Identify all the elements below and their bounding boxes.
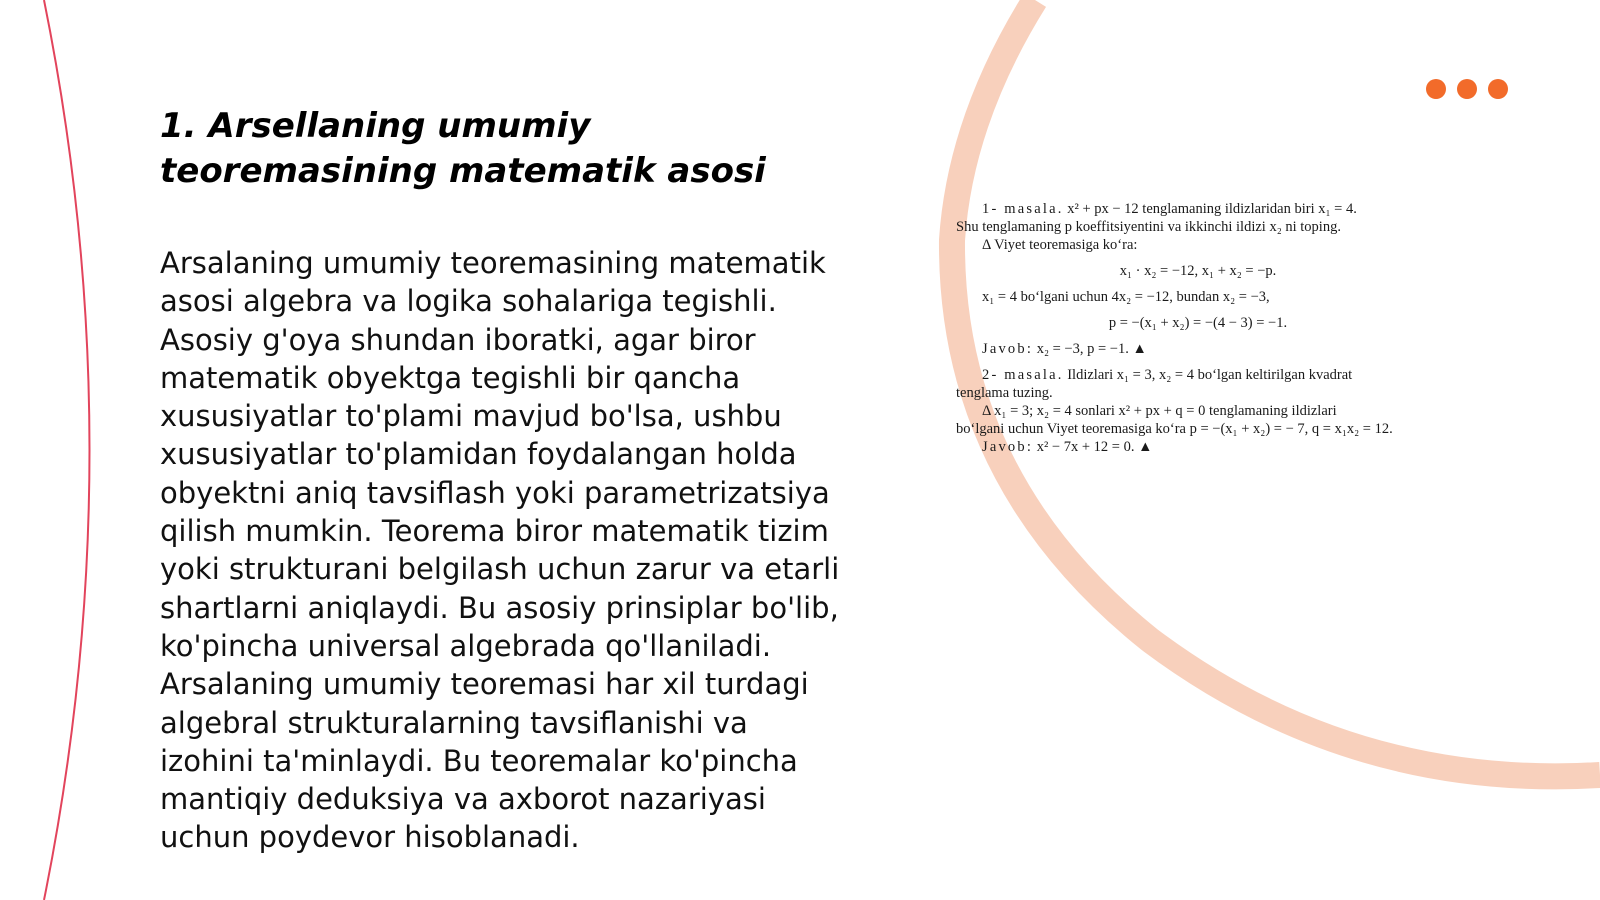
problem-1-equation-1: x₁ · x₂ = −12, x₁ + x₂ = −p. <box>1119 263 1277 279</box>
problem-1-line-1 <box>956 200 1440 218</box>
dot-icon <box>1488 79 1508 99</box>
problem-2-line-3: Δ x₁ = 3; x₂ = 4 sonlari x² + px + q = 0 tenglamaning ildizlari <box>982 403 1337 419</box>
scanned-math-excerpt <box>956 200 1440 456</box>
slide-title: 1. Arsellaning umumiy teoremasining matematik asosi <box>160 106 766 191</box>
dot-icon <box>1426 79 1446 99</box>
problem-2-line-4: bo‘lgani uchun Viyet teoremasiga ko‘ra p = −(x₁ + x₂) = − 7, q = x₁x₂ = 12. <box>956 421 1393 437</box>
problem-1-statement: x² + px − 12 tenglamaning ildizlaridan biri x₁ = 4. <box>1067 201 1357 217</box>
problem-2-answer <box>956 438 1440 456</box>
answer-label: Javob: <box>982 439 1034 455</box>
answer-value: x² − 7x + 12 = 0. ▲ <box>1036 439 1153 455</box>
dots-menu-icon <box>1426 79 1508 99</box>
answer-value: x₂ = −3, p = −1. ▲ <box>1036 341 1147 357</box>
problem-2-line-1 <box>956 366 1440 384</box>
problem-1-label: 1- masala. <box>982 201 1064 217</box>
problem-2-label: 2- masala. <box>982 367 1064 383</box>
problem-2-statement: Ildizlari x₁ = 3, x₂ = 4 bo‘lgan keltirilgan kvadrat <box>1067 367 1353 383</box>
problem-2-line-2: tenglama tuzing. <box>956 385 1053 401</box>
problem-1-line-5: x₁ = 4 bo‘lgani uchun 4x₂ = −12, bundan x₂ = −3, <box>982 289 1270 305</box>
slide-body-text: Arsalaning umumiy teoremasining matematik asosi algebra va logika sohalariga tegishli. Asosiy g'oya shundan iboratki, agar biror matematik obyektga tegishli bir qancha xususiyatlar to'plami mavjud bo'lsa, ushbu xususiyatlar to'plamidan foydalangan holda obyektni aniq tavsiflash yoki parametrizatsiya qilish mumkin. Teorema biror matematik tizim yoki strukturani belgilash uchun zarur va etarli shartlarni aniqlaydi. Bu asosiy prinsiplar bo'lib, ko'pincha universal algebrada qo'llaniladi. Arsalaning umumiy teoremasi har xil turdagi algebral strukturalarning tavsiflanishi va izohini ta'minlaydi. Bu teoremalar ko'pincha mantiqiy deduksiya va axborot nazariyasi uchun poydevor hisoblanadi. <box>160 246 840 855</box>
problem-1-equation-2: p = −(x₁ + x₂) = −(4 − 3) = −1. <box>1108 315 1288 331</box>
dot-icon <box>1457 79 1477 99</box>
problem-1-line-2: Shu tenglamaning p koeffitsiyentini va ikkinchi ildizi x₂ ni toping. <box>956 219 1341 235</box>
problem-1-line-3: Δ Viyet teoremasiga ko‘ra: <box>982 237 1138 253</box>
problem-1-answer <box>956 340 1440 358</box>
left-curve-line <box>44 0 90 900</box>
answer-label: Javob: <box>982 341 1034 357</box>
